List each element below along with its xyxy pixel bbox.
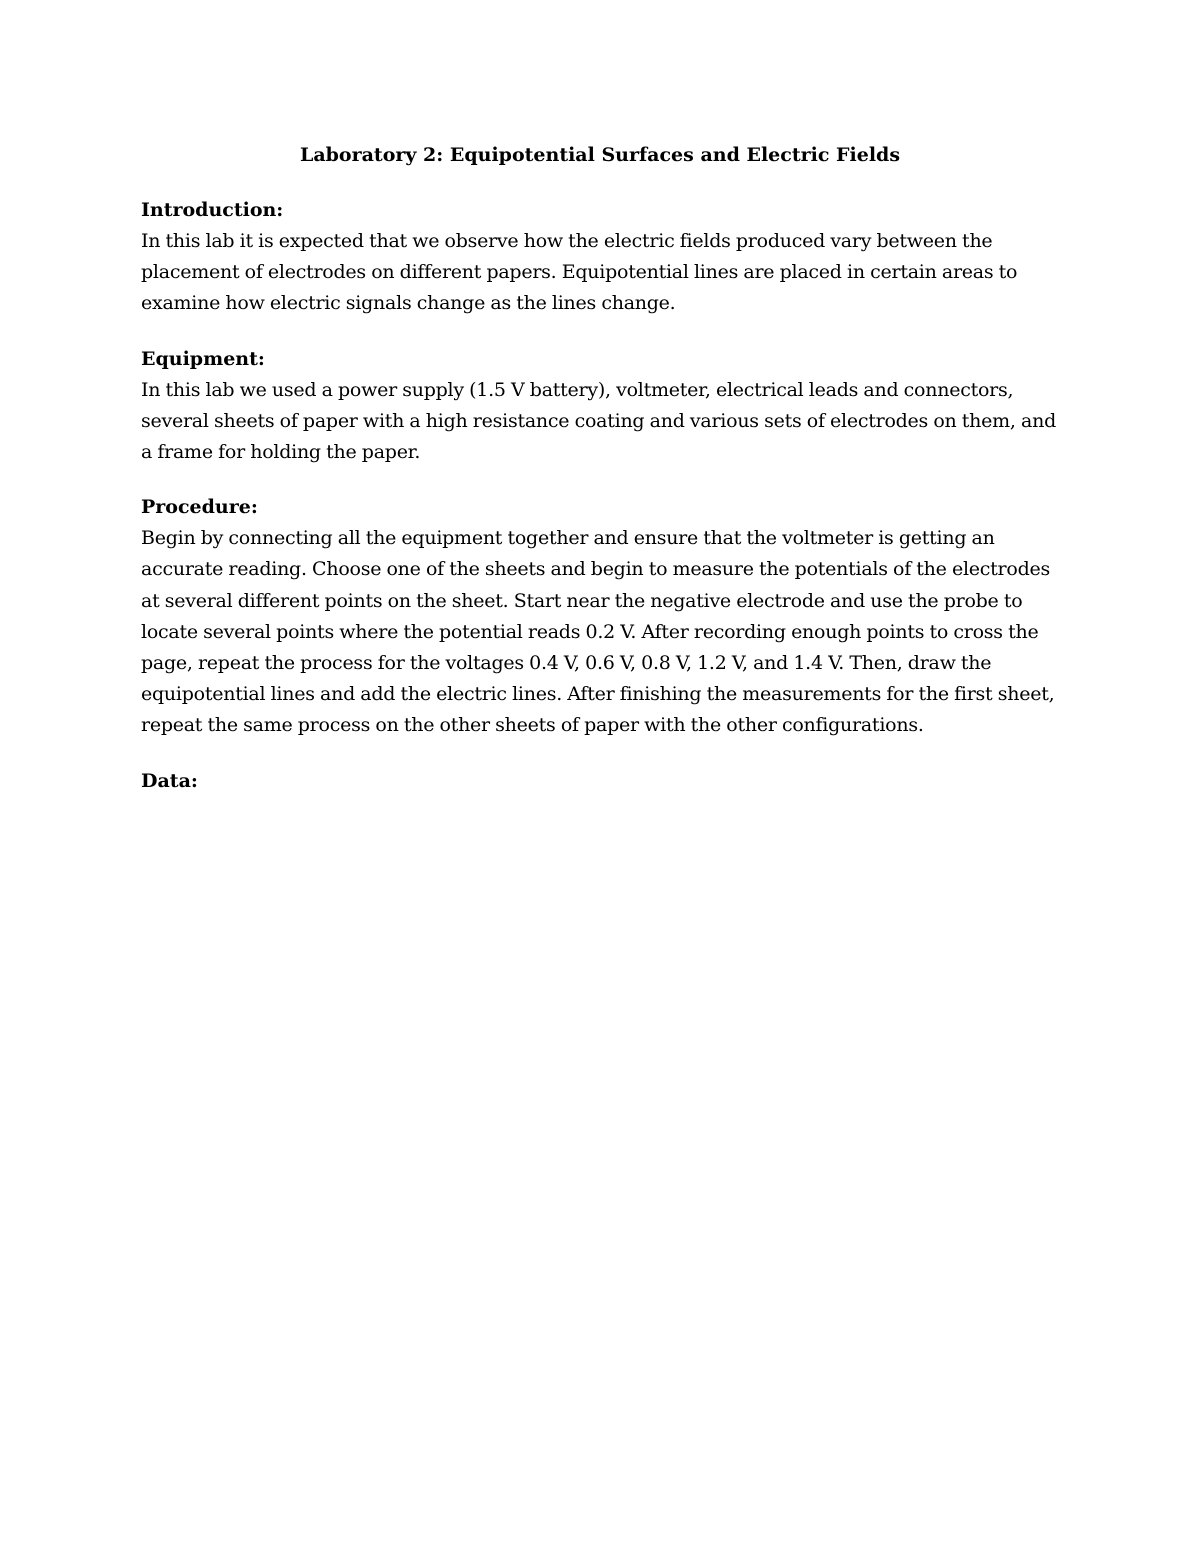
section-body: Begin by connecting all the equipment together and ensure that the voltmeter is getting an accurate reading. Choose one of the sheets and begin to measure the potentials of the electrodes at several different points on the sheet. Start near the negative electrode and use the probe to locate several points where the potential reads 0.2 V. After recording enough points to cross the page, repeat the process for the voltages 0.4 V, 0.6 V, 0.8 V, 1.2 V, and 1.4 V. Then, draw the equipotential lines and add the electric lines. After finishing the measurements for the first sheet, repeat the same process on the other sheets of paper with the other configurations. — [141, 527, 1055, 737]
section-introduction — [141, 195, 1059, 320]
document-content — [141, 140, 1059, 797]
section-heading: Introduction: — [141, 199, 284, 221]
section-body: In this lab we used a power supply (1.5 V battery), voltmeter, electrical leads and connectors, several sheets of paper with a high resistance coating and various sets of electrodes on them, and a frame for holding the paper. — [141, 378, 1056, 464]
section-equipment — [141, 344, 1059, 469]
section-heading: Data: — [141, 769, 198, 792]
section-procedure — [141, 492, 1059, 741]
section-data — [141, 766, 1059, 797]
section-heading: Procedure: — [141, 496, 258, 519]
section-heading: Equipment: — [141, 347, 265, 370]
document-title: Laboratory 2: Equipotential Surfaces and Electric Fields — [299, 144, 901, 166]
section-body: In this lab it is expected that we observe how the electric fields produced vary between the placement of electrodes on different papers. Equipotential lines are placed in certain areas to examine how electric signals change as the lines change. — [141, 230, 1018, 315]
